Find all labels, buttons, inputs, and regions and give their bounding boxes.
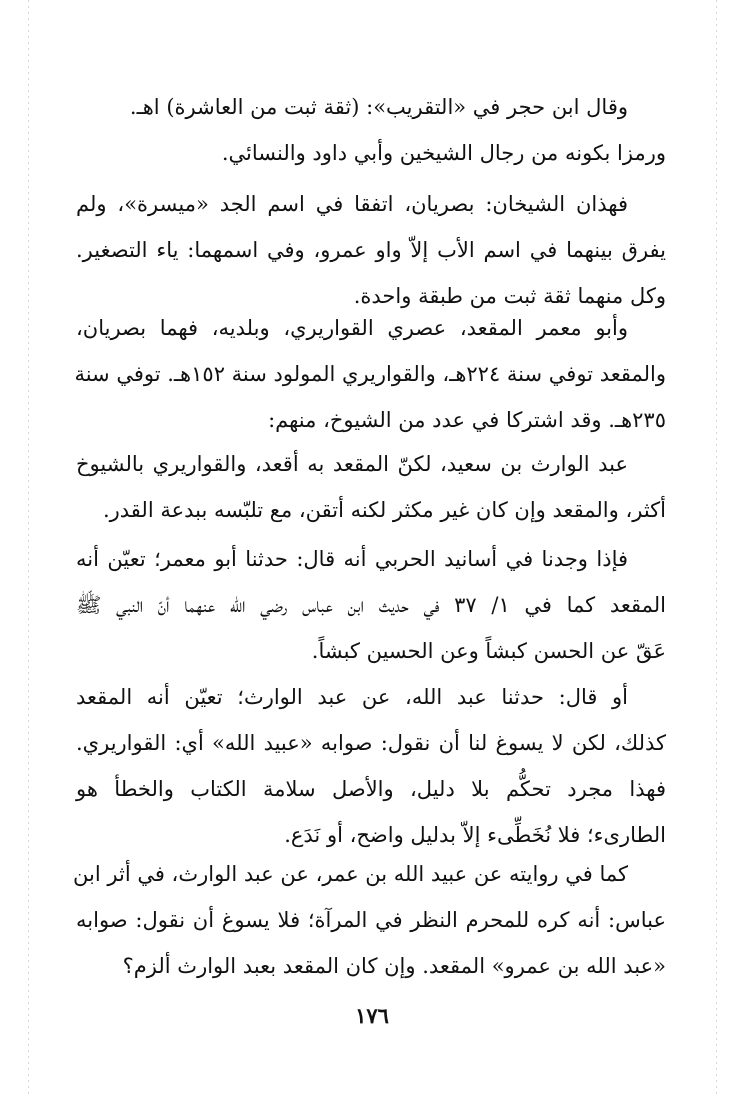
scan-edge-right: [716, 0, 717, 1096]
text-line: ٢٣٥هـ. وقد اشتركا في عدد من الشيوخ، منهم:: [268, 408, 666, 432]
text-line: عباس: أنه كره للمحرم النظر في المرآة؛ فلا يسوغ أن نقول: صوابه: [76, 908, 666, 932]
paragraph-4: [76, 441, 666, 533]
text-line: المقعد كما في ١/ ٣٧ في حديث ابن عباس رضي الله عنهما أنّ النبي ﷺ: [76, 593, 666, 617]
text-line: وأبو معمر المقعد، عصري القواريري، وبلديه، فهما بصريان،: [76, 316, 628, 340]
paragraph-2: [76, 181, 666, 319]
paragraph-5: [76, 536, 666, 674]
text-line: كما في روايته عن عبيد الله بن عمر، عن عبد الوارث، في أثر ابن: [73, 862, 628, 886]
scan-edge-left: [28, 0, 29, 1096]
page-number: ١٧٦: [355, 1003, 389, 1028]
text-line: وقال ابن حجر في «التقريب»: (ثقة ثبت من العاشرة) اهـ.: [129, 95, 628, 119]
paragraph-3: [76, 305, 666, 443]
text-line: فهذان الشيخان: بصريان، اتفقا في اسم الجد «ميسرة»، ولم: [76, 192, 628, 216]
text-line: ورمزا بكونه من رجال الشيخين وأبي داود والنسائي.: [221, 141, 666, 165]
text-line: فإذا وجدنا في أسانيد الحربي أنه قال: حدثنا أبو معمر؛ تعيّن أنه: [76, 547, 628, 571]
text-line: عَقّ عن الحسن كبشاً وعن الحسين كبشاً.: [311, 639, 666, 663]
text-line: كذلك، لكن لا يسوغ لنا أن نقول: صوابه «عبيد الله» أي: القواريري.: [76, 731, 666, 755]
text-line: «عبد الله بن عمرو» المقعد. وإن كان المقعد بعبد الوارث ألزم؟: [122, 954, 666, 978]
text-line: يفرق بينهما في اسم الأب إلاّ واو عمرو، وفي اسمهما: ياء التصغير.: [76, 238, 666, 262]
text-line: عبد الوارث بن سعيد، لكنّ المقعد به أقعد، والقواريري بالشيوخ: [76, 452, 628, 476]
text-line: والمقعد توفي سنة ٢٢٤هـ، والقواريري المولود سنة ١٥٢هـ. توفي سنة: [74, 362, 666, 386]
text-line: وكل منهما ثقة ثبت من طبقة واحدة.: [353, 284, 666, 308]
paragraph-1: [76, 84, 666, 176]
text-line: أو قال: حدثنا عبد الله، عن عبد الوارث؛ تعيّن أنه المقعد: [76, 685, 628, 709]
text-line: أكثر، والمقعد وإن كان غير مكثر لكنه أتقن، مع تلبّسه ببدعة القدر.: [102, 498, 666, 522]
paragraph-6: [76, 674, 666, 858]
paragraph-7: [73, 851, 666, 989]
text-line: الطارىء؛ فلا نُخَطِّىء إلاّ بدليل واضح، أو نَدَع.: [284, 823, 666, 847]
text-line: فهذا مجرد تحكُّم بلا دليل، والأصل سلامة الكتاب والخطأ هو: [76, 777, 666, 801]
